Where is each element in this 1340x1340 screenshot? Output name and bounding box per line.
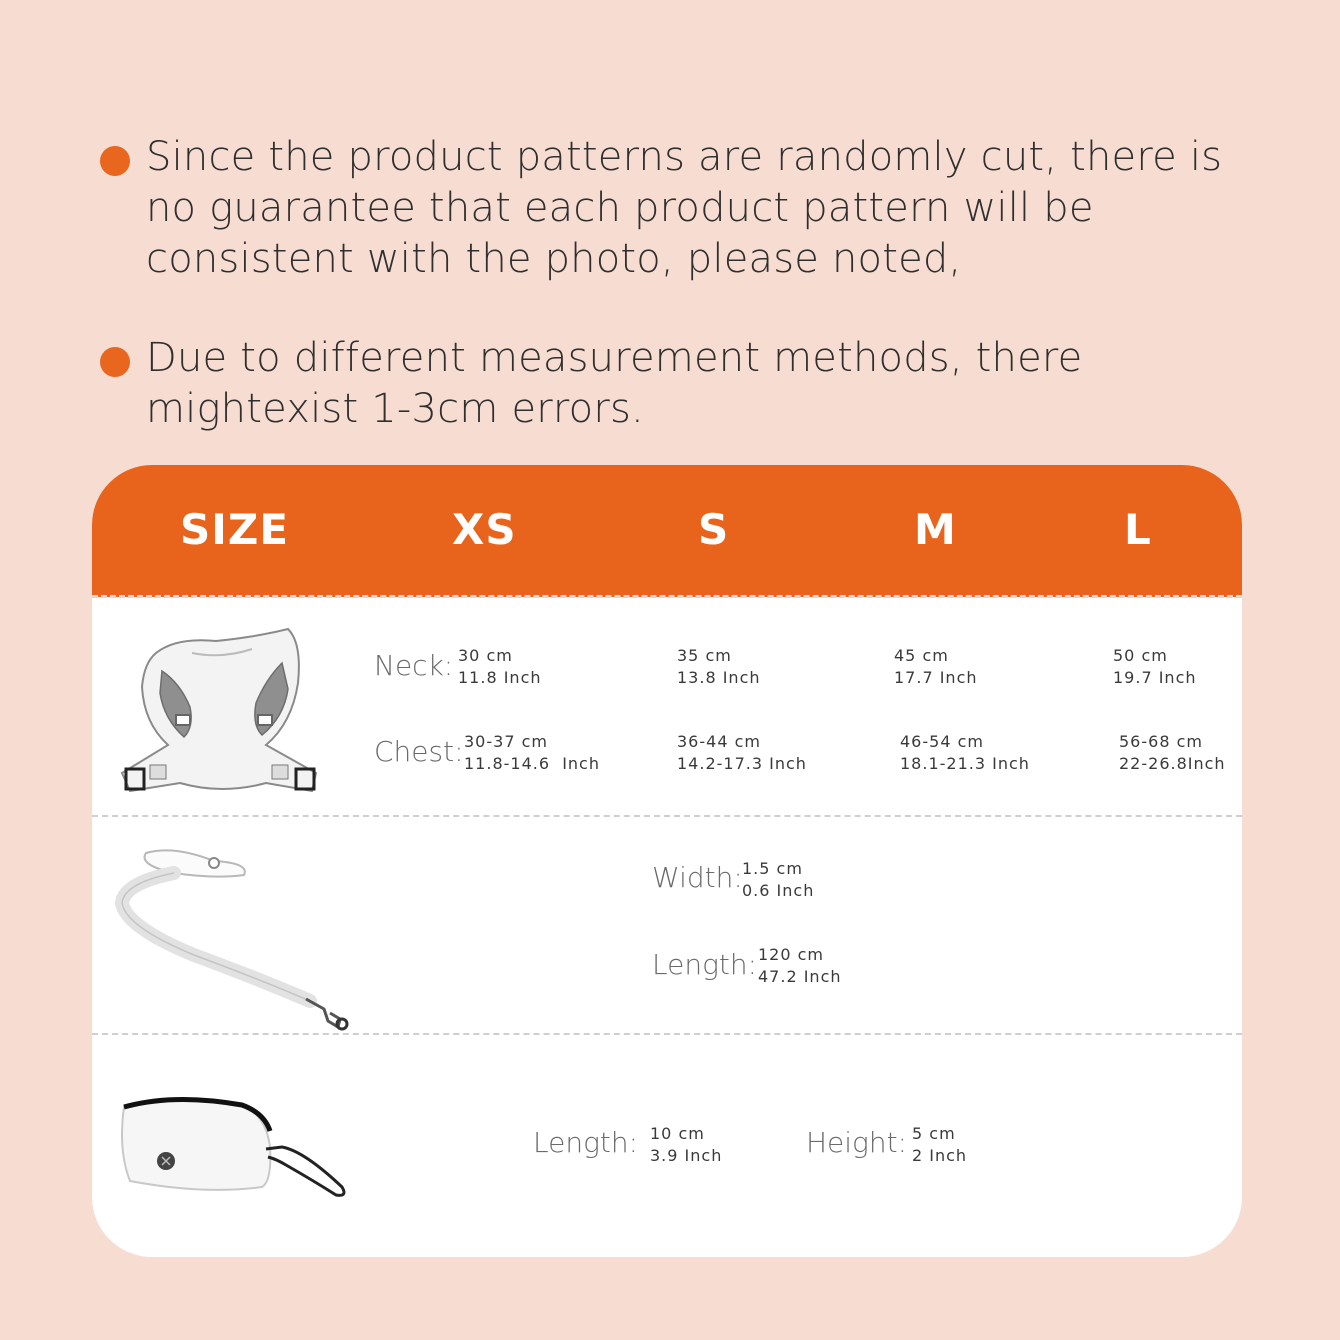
neck-xs-cm: 30 cm [458, 646, 513, 665]
neck-s-cm: 35 cm [677, 646, 732, 665]
neck-xs-inch: 11.8 Inch [458, 668, 542, 687]
bag-length-inch: 3.9 Inch [650, 1146, 723, 1165]
size-chart [92, 465, 1242, 1257]
chest-l-cm: 56-68 cm [1119, 732, 1203, 751]
header-s: S [698, 505, 730, 554]
neck-m-cm: 45 cm [894, 646, 949, 665]
row-divider [92, 1033, 1242, 1035]
chest-s-cm: 36-44 cm [677, 732, 761, 751]
chest-xs-inch: 11.8-14.6 Inch [464, 754, 600, 773]
poop-bag-holder-icon [114, 1091, 350, 1203]
neck-m-inch: 17.7 Inch [894, 668, 978, 687]
neck-l-inch: 19.7 Inch [1113, 668, 1197, 687]
leash-length-value [758, 944, 842, 988]
note-measurement-error [100, 333, 1240, 435]
header-m: M [914, 505, 957, 554]
header-xs: XS [452, 505, 517, 554]
leash-icon [114, 843, 354, 1033]
bag-length-value [650, 1123, 722, 1167]
neck-m-value [894, 645, 978, 689]
bag-height-inch: 2 Inch [912, 1146, 968, 1165]
chest-l-value [1119, 731, 1226, 775]
neck-l-cm: 50 cm [1113, 646, 1168, 665]
leash-width-inch: 0.6 Inch [742, 881, 815, 900]
header-size: SIZE [180, 505, 290, 554]
header-divider [92, 595, 1242, 598]
chest-label: Chest: [374, 735, 464, 768]
chest-m-inch: 18.1-21.3 Inch [900, 754, 1030, 773]
note-random-pattern [100, 132, 1240, 285]
bag-height-cm: 5 cm [912, 1124, 956, 1143]
bag-length-label: Length: [533, 1126, 639, 1159]
chest-s-inch: 14.2-17.3 Inch [677, 754, 807, 773]
leash-width-value [742, 858, 814, 902]
chest-xs-cm: 30-37 cm [464, 732, 548, 751]
leash-width-cm: 1.5 cm [742, 859, 803, 878]
chest-m-cm: 46-54 cm [900, 732, 984, 751]
bag-height-value [912, 1123, 967, 1167]
bag-length-cm: 10 cm [650, 1124, 705, 1143]
neck-xs-value [458, 645, 542, 689]
row-divider [92, 815, 1242, 817]
header-l: L [1124, 505, 1152, 554]
chest-m-value [900, 731, 1030, 775]
bullet-dot-icon [100, 347, 130, 377]
bag-height-label: Height: [806, 1126, 908, 1159]
neck-l-value [1113, 645, 1197, 689]
note-text: Due to different measurement methods, there mightexist 1-3cm errors. [146, 335, 1083, 432]
chest-l-inch: 22-26.8Inch [1119, 754, 1226, 773]
leash-length-label: Length: [652, 948, 758, 981]
note-text: Since the product patterns are randomly cut, there is no guarantee that each product pattern will be consistent with the photo, please noted, [146, 134, 1223, 282]
leash-length-inch: 47.2 Inch [758, 967, 842, 986]
neck-s-inch: 13.8 Inch [677, 668, 761, 687]
leash-length-cm: 120 cm [758, 945, 825, 964]
size-chart-header [92, 465, 1242, 597]
leash-width-label: Width: [652, 861, 743, 894]
chest-s-value [677, 731, 807, 775]
bullet-dot-icon [100, 146, 130, 176]
chest-xs-value [464, 731, 600, 775]
neck-s-value [677, 645, 761, 689]
neck-label: Neck: [374, 649, 454, 682]
harness-icon [116, 623, 328, 795]
